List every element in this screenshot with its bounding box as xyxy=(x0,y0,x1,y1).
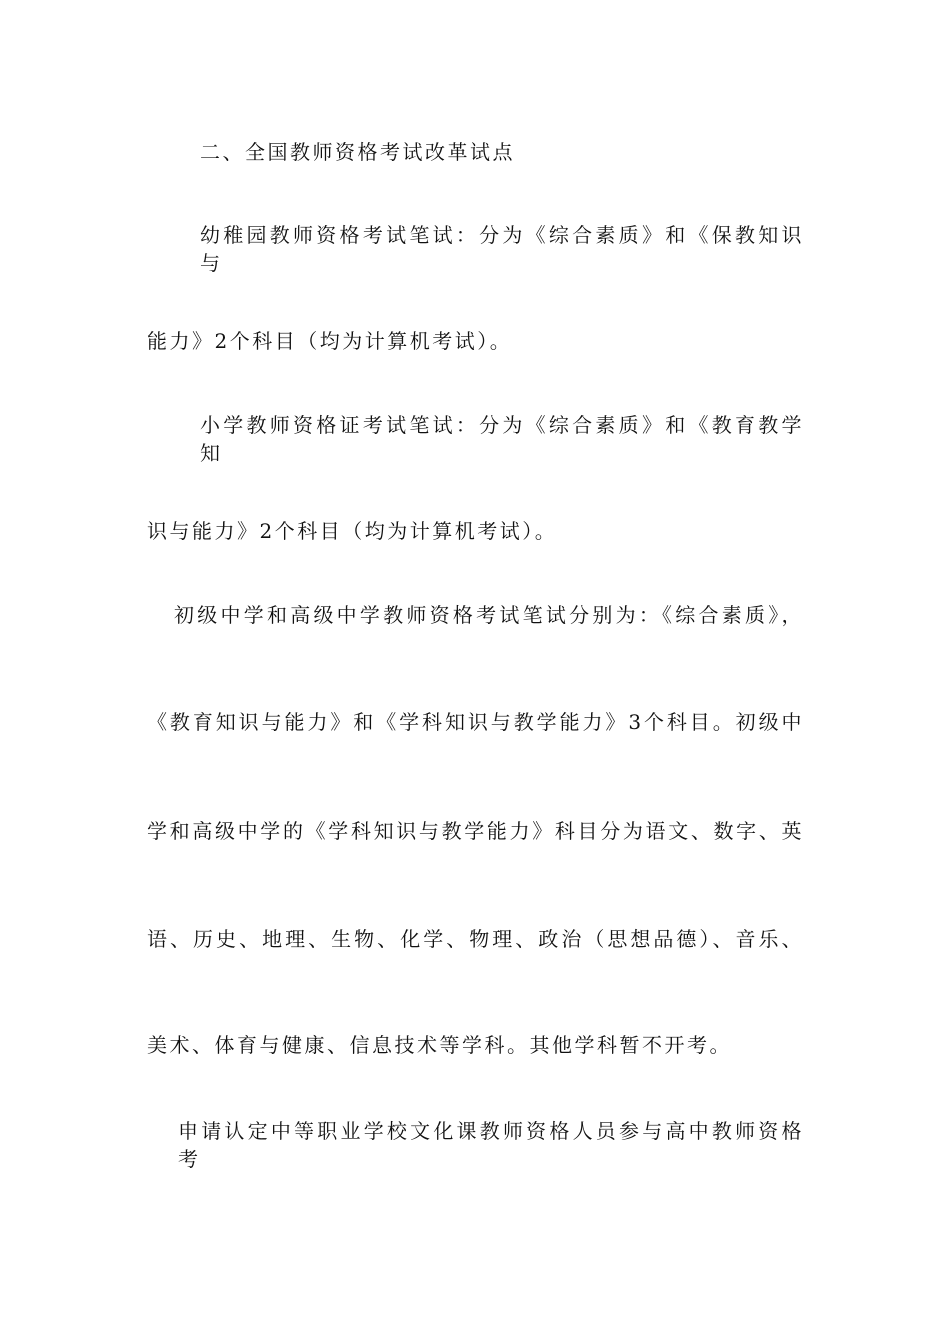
paragraph-secondary-line-2: 《教育知识与能力》和《学科知识与教学能力》3个科目。初级中 xyxy=(147,710,804,734)
paragraph-kindergarten-line-1: 幼稚园教师资格考试笔试：分为《综合素质》和《保教知识与 xyxy=(200,223,804,275)
paragraph-secondary-line-5: 美术、体育与健康、信息技术等学科。其他学科暂不开考。 xyxy=(147,1033,732,1057)
paragraph-primary-line-1: 小学教师资格证考试笔试：分为《综合素质》和《教育教学知 xyxy=(200,413,804,465)
paragraph-kindergarten-line-2: 能力》2个科目（均为计算机考试）。 xyxy=(147,329,513,353)
section-heading: 二、全国教师资格考试改革试点 xyxy=(200,140,515,164)
paragraph-secondary-line-3: 学和高级中学的《学科知识与教学能力》科目分为语文、数字、英 xyxy=(147,819,804,843)
paragraph-secondary-line-4: 语、历史、地理、生物、化学、物理、政治（思想品德）、音乐、 xyxy=(147,927,804,951)
paragraph-secondary-line-1: 初级中学和高级中学教师资格考试笔试分别为：《综合素质》， xyxy=(174,603,804,627)
paragraph-primary-line-2: 识与能力》2个科目（均为计算机考试）。 xyxy=(147,519,558,543)
paragraph-vocational-line-1: 申请认定中等职业学校文化课教师资格人员参与高中教师资格考 xyxy=(178,1119,804,1171)
